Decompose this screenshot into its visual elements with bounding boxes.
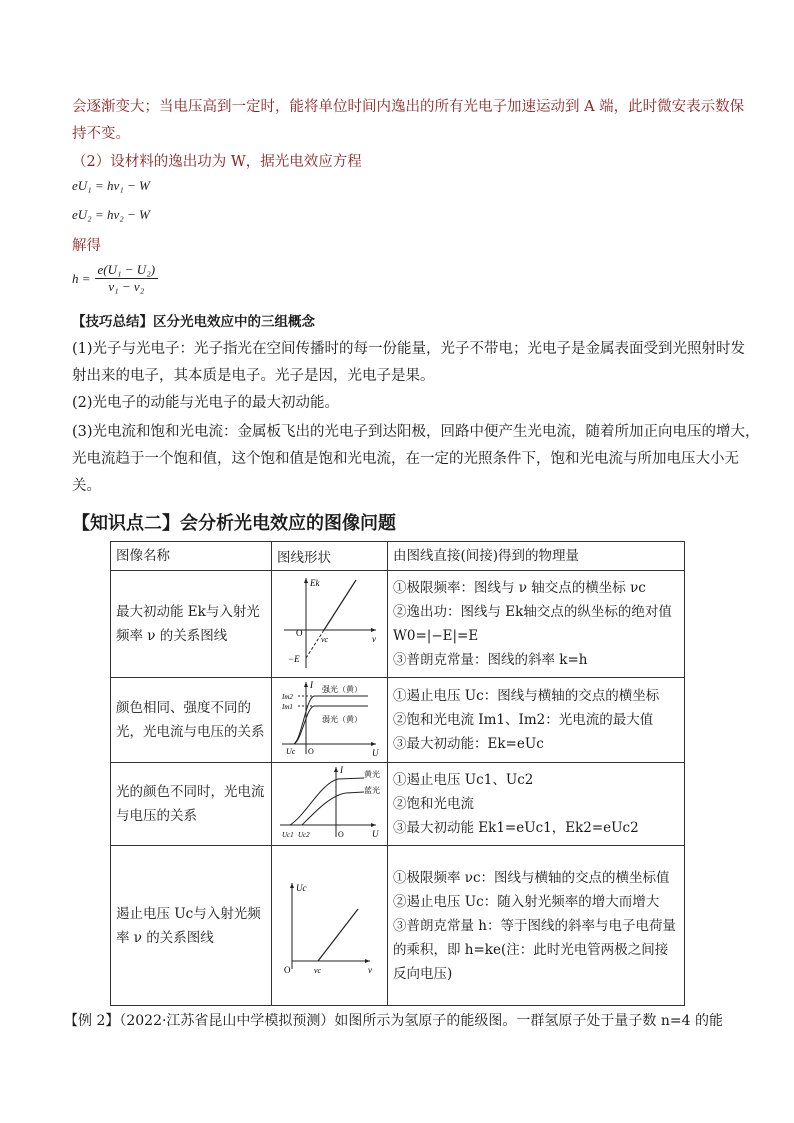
tips-p3a: (3)光电流和饱和光电流：金属板飞出的光电子到达阳极，回路中便产生光电流，随着所加正向电压的增大， xyxy=(72,424,760,440)
section-heading: 【知识点二】会分析光电效应的图像问题 xyxy=(72,513,396,534)
tips-p1a: (1)光子与光电子：光子指光在空间传播时的每一份能量，光子不带电；光电子是金属表面受到光照射时发 xyxy=(72,341,746,357)
g3-x-label: U xyxy=(371,829,378,839)
g2-im2-label: Im2 xyxy=(281,693,293,701)
table-row xyxy=(111,763,685,846)
row-2-name: 颜色相同、强度不同的光，光电流与电压的关系 xyxy=(111,678,272,763)
row-2-quantities xyxy=(388,678,685,763)
table-row xyxy=(111,846,685,1006)
row-4-item-1: ①极限频率 νc：图线与横轴的交点的横坐标值 xyxy=(393,869,670,886)
equation-2: eU₂ = hν₂ − W xyxy=(72,207,150,222)
g4-origin: O xyxy=(283,964,290,975)
g3-blue-label: 蓝光 xyxy=(363,786,380,795)
g2-uc-label: Uc xyxy=(285,747,295,756)
header-name: 图像名称 xyxy=(111,542,272,571)
g3-y-label: I xyxy=(339,765,343,775)
g2-x-label: U xyxy=(371,748,378,758)
row-2-item-2: ②饱和光电流 Im1、Im2：光电流的最大值 xyxy=(393,712,654,728)
tips-p3b: 光电流趋于一个饱和值，这个饱和值是饱和光电流，在一定的光照条件下，饱和光电流与所加电压大小无 xyxy=(72,451,739,467)
row-3-graph xyxy=(272,763,388,846)
g2-im1-label: Im1 xyxy=(281,703,293,711)
g1-origin: O xyxy=(295,628,302,638)
header-quantity: 由图线直接(间接)得到的物理量 xyxy=(388,542,685,571)
intro-line-2: 持不变。 xyxy=(72,126,130,142)
row-1-graph xyxy=(272,571,388,678)
row-4-graph xyxy=(272,846,388,1006)
g1-y-label: Ek xyxy=(309,578,319,588)
tips-p3c: 关。 xyxy=(72,478,101,494)
row-3-item-1: ①遏止电压 Uc1、Uc2 xyxy=(393,772,534,788)
example-2-line: 【例 2】（2022·江苏省昆山中学模拟预测）如图所示为氢原子的能级图。一群氢原子处于量子数 n=4 的能 xyxy=(64,1013,723,1029)
row-3-item-3: ③最大初动能 Ek1=eUc1，Ek2=eUc2 xyxy=(393,820,639,836)
fraction-denominator: ν₁ − ν₂ xyxy=(108,279,145,294)
row-4-item-2: ②遏止电压 Uc：随入射光频率的增大而增大 xyxy=(393,893,660,910)
tips-p2: (2)光电子的动能与光电子的最大初动能。 xyxy=(72,395,340,411)
fraction-numerator: e(U₁ − U₂) xyxy=(95,262,159,279)
intro-line-3: （2）设材料的逸出功为 W，据光电效应方程 xyxy=(72,154,362,170)
row-3-name: 光的颜色不同时，光电流与电压的关系 xyxy=(111,763,272,846)
g2-origin: O xyxy=(307,747,314,756)
knowledge-table xyxy=(110,541,685,1006)
table-row xyxy=(111,571,685,678)
equation-1: eU₁ = hν₁ − W xyxy=(72,178,150,193)
g2-y-label: I xyxy=(309,680,313,690)
table-header-row xyxy=(111,542,685,571)
g2-strong-label: 强光（黄） xyxy=(321,685,362,694)
header-shape: 图线形状 xyxy=(272,542,388,571)
fraction xyxy=(95,262,159,295)
equation-3-left: h = xyxy=(72,270,91,286)
row-1-item-3: ③普朗克常量：图线的斜率 k=h xyxy=(393,652,588,668)
g2-weak-label: 弱光（黄） xyxy=(321,715,362,724)
row-1-name: 最大初动能 Ek与入射光频率 ν 的关系图线 xyxy=(111,571,272,678)
row-3-item-2: ②饱和光电流 xyxy=(393,796,474,812)
row-1-quantities xyxy=(388,571,685,678)
g1-neg-e-label: −E xyxy=(287,654,300,664)
tips-title: 【技巧总结】区分光电效应中的三组概念 xyxy=(72,314,315,330)
row-1-item-1: ①极限频率：图线与 ν 轴交点的横坐标 νc xyxy=(393,580,646,596)
g4-vc-label: νc xyxy=(313,965,321,975)
g3-uc2-label: Uc2 xyxy=(297,831,310,839)
uc-frequency-graph xyxy=(276,869,384,979)
g1-vc-label: νc xyxy=(320,635,328,644)
row-2-item-1: ①遏止电压 Uc：图线与横轴的交点的横坐标 xyxy=(393,688,660,704)
intro-line-1: 会逐渐变大；当电压高到一定时，能将单位时间内逸出的所有光电子加速运动到 A 端，此时微安表示数保 xyxy=(72,99,745,115)
tips-p1b: 射出来的电子，其本质是电子。光子是因，光电子是果。 xyxy=(72,368,435,384)
g1-x-label: ν xyxy=(371,634,376,644)
row-3-quantities xyxy=(388,763,685,846)
row-1-item-2: ②逸出功：图线与 Ek轴交点的纵坐标的绝对值 W0=|−E|=E xyxy=(393,604,672,644)
row-4-quantities xyxy=(388,846,685,1006)
table-row xyxy=(111,678,685,763)
g4-x-label: ν xyxy=(367,964,372,975)
row-4-item-3: ③普朗克常量 h：等于图线的斜率与电子电荷量的乘积，即 h=ke(注：此时光电管两极之间接反向电压) xyxy=(393,917,676,982)
solve-label: 解得 xyxy=(72,238,101,254)
g3-uc1-label: Uc1 xyxy=(281,831,294,839)
row-2-graph xyxy=(272,678,388,763)
g4-y-label: Uc xyxy=(295,882,306,893)
row-2-item-3: ③最大初动能：Ek=eUc xyxy=(393,736,544,752)
current-voltage-intensity-graph xyxy=(276,678,384,758)
equation-3 xyxy=(72,262,158,295)
g3-yellow-label: 黄光 xyxy=(363,770,380,779)
ek-frequency-graph xyxy=(276,572,384,672)
row-4-name: 遏止电压 Uc与入射光频率 ν 的关系图线 xyxy=(111,846,272,1006)
g3-origin: O xyxy=(337,830,344,839)
current-voltage-color-graph xyxy=(276,763,384,841)
